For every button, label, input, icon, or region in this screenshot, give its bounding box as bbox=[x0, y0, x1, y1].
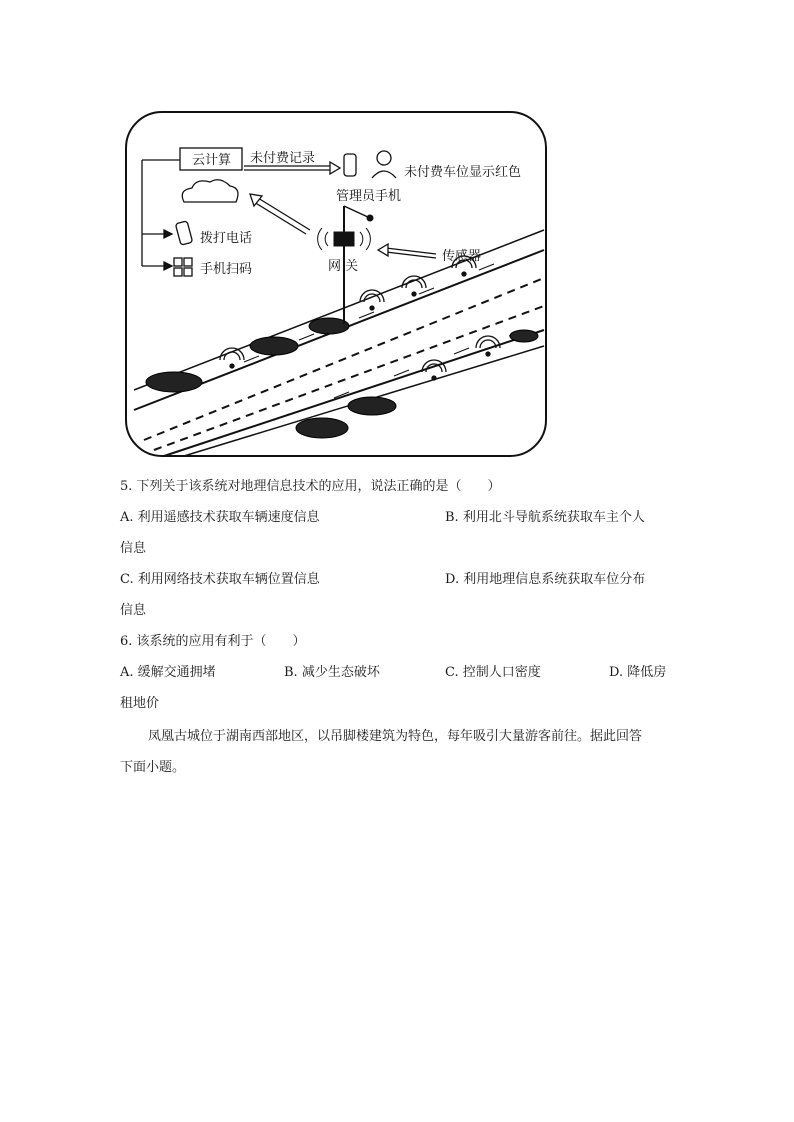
car-icon bbox=[296, 418, 348, 438]
cloud-box-label: 云计算 bbox=[192, 153, 232, 168]
q5-option-d-continued: 信息 bbox=[120, 603, 147, 618]
left-connector bbox=[142, 160, 180, 270]
qr-code-icon bbox=[174, 258, 192, 276]
passage-line-1: 凤凰古城位于湖南西部地区，以吊脚楼建筑为特色，每年吸引大量游客前往。据此回答 bbox=[148, 729, 643, 744]
smart-parking-diagram bbox=[124, 110, 548, 458]
red-display-label: 未付费车位显示红色 bbox=[404, 165, 522, 180]
gateway-device-icon bbox=[334, 232, 354, 246]
phone-call-icon bbox=[175, 221, 192, 245]
q5-stem: 5. 下列关于该系统对地理信息技术的应用，说法正确的是（ ） bbox=[120, 479, 501, 494]
gateway-to-cloud-arrow bbox=[250, 194, 310, 234]
unpaid-record-label: 未付费记录 bbox=[250, 151, 316, 166]
cars bbox=[146, 318, 538, 438]
diagram-svg bbox=[124, 110, 548, 458]
sensor-icon bbox=[476, 336, 500, 356]
q6-option-d-continued: 租地价 bbox=[120, 696, 160, 711]
car-icon bbox=[510, 330, 538, 342]
q6-option-b[interactable]: B. 减少生态破坏 bbox=[284, 665, 380, 680]
q6-option-a[interactable]: A. 缓解交通拥堵 bbox=[120, 665, 216, 680]
sensor-icon bbox=[360, 290, 384, 310]
car-icon bbox=[146, 372, 202, 392]
scan-label: 手机扫码 bbox=[200, 262, 253, 277]
q5-option-c[interactable]: C. 利用网络技术获取车辆位置信息 bbox=[120, 572, 320, 587]
cloud-icon bbox=[182, 180, 238, 202]
q6-stem: 6. 该系统的应用有利于（ ） bbox=[120, 634, 306, 649]
q5-option-b[interactable]: B. 利用北斗导航系统获取车主个人 bbox=[445, 510, 645, 525]
passage-line-2: 下面小题。 bbox=[120, 760, 186, 775]
phone-icon bbox=[344, 154, 356, 176]
gateway-label: 网 关 bbox=[328, 259, 359, 274]
q5-option-a[interactable]: A. 利用遥感技术获取车辆速度信息 bbox=[120, 510, 320, 525]
sensor-to-gateway-arrow bbox=[378, 244, 436, 258]
admin-phone-label: 管理员手机 bbox=[336, 189, 402, 204]
q6-option-d[interactable]: D. 降低房 bbox=[609, 665, 667, 680]
call-label: 拨打电话 bbox=[200, 231, 253, 246]
car-icon bbox=[250, 337, 298, 355]
car-icon bbox=[348, 397, 396, 415]
q5-option-d[interactable]: D. 利用地理信息系统获取车位分布 bbox=[445, 572, 646, 587]
q6-option-c[interactable]: C. 控制人口密度 bbox=[445, 665, 541, 680]
person-icon bbox=[372, 151, 396, 178]
q5-option-b-continued: 信息 bbox=[120, 541, 147, 556]
sensor-label: 传感器 bbox=[442, 249, 482, 264]
